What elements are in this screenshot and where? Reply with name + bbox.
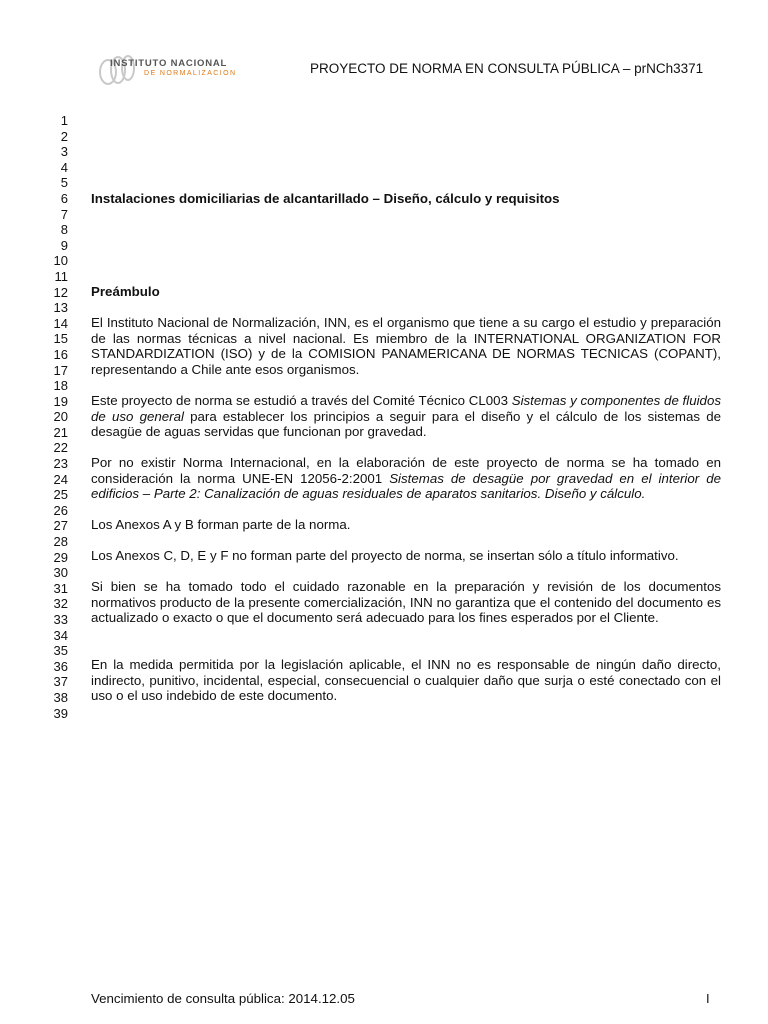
line-number: 10: [53, 253, 68, 269]
line-number: 30: [53, 565, 68, 581]
line-number: 7: [60, 206, 68, 222]
line-number: 20: [53, 409, 68, 425]
line-number: 26: [53, 502, 68, 518]
line-number: 38: [53, 689, 68, 705]
line-number: 21: [53, 424, 68, 440]
footer-expiry: Vencimiento de consulta pública: 2014.12.05: [91, 991, 355, 1006]
line-number: 28: [53, 534, 68, 550]
line-number: 5: [60, 175, 68, 191]
page-header-title: PROYECTO DE NORMA EN CONSULTA PÚBLICA – prNCh3371: [310, 61, 704, 76]
line-number: 3: [60, 144, 68, 160]
line-number: 25: [53, 487, 68, 503]
line-number: 12: [53, 284, 68, 300]
paragraph-reference-text: Por no existir Norma Internacional, en la elaboración de este proyecto de norma se ha tomado en consideración la norma UNE-EN 12056-2:2001: [91, 455, 721, 486]
paragraph-inn: El Instituto Nacional de Normalización, INN, es el organismo que tiene a su cargo el estudio y preparación de las normas técnicas a nivel nacional. Es miembro de la INTERNATIONAL ORGANIZATION FOR STANDARDIZATION (ISO) y de la COMISION PANAMERICANA DE NORMAS TECNICAS (COPANT), representando a Chile ante esos organismos.: [91, 315, 721, 377]
inn-logo: [92, 52, 262, 92]
page-number: I: [706, 991, 710, 1006]
line-number: 23: [53, 456, 68, 472]
paragraph-reference-emphasis: Sistemas de desagüe por gravedad en el interior de edificios – Parte 2: Canalización de aguas residuales de aparatos sanitarios. Diseño y cálculo.: [91, 470, 721, 502]
line-number: 18: [53, 378, 68, 394]
line-number: 22: [53, 440, 68, 456]
line-number: 31: [53, 580, 68, 596]
line-number: 35: [53, 643, 68, 659]
preamble-heading: Preámbulo: [91, 284, 160, 299]
document-title: Instalaciones domiciliarias de alcantarillado – Diseño, cálculo y requisitos: [91, 191, 560, 206]
logo-text-line1: INSTITUTO NACIONAL: [110, 58, 228, 69]
line-number: 8: [60, 222, 68, 238]
paragraph-annexes-informative: Los Anexos C, D, E y F no forman parte del proyecto de norma, se insertan sólo a título informativo.: [91, 548, 679, 563]
line-number: 15: [53, 331, 68, 347]
line-number: 16: [53, 346, 68, 362]
paragraph-committee-emphasis: Sistemas y componentes de fluidos de uso general: [91, 393, 721, 424]
line-number: 2: [60, 128, 68, 144]
paragraph-reference: [91, 455, 721, 502]
paragraph-committee-text-b: para establecer los principios a seguir para el diseño y el cálculo de los sistemas de desagüe de aguas servidas que funcionan por gravedad.: [91, 408, 721, 440]
paragraph-annexes-normative: Los Anexos A y B forman parte de la norma.: [91, 517, 351, 532]
line-number: 1: [60, 113, 68, 128]
line-number: 17: [53, 362, 68, 378]
paragraph-liability: En la medida permitida por la legislación aplicable, el INN no es responsable de ningún daño directo, indirecto, punitivo, incidental, especial, consecuencial o cualquier daño que surja o esté conectado con el uso o el uso indebido de este documento.: [91, 657, 721, 704]
line-number: 36: [53, 658, 68, 674]
paragraph-disclaimer: Si bien se ha tomado todo el cuidado razonable en la preparación y revisión de los documentos normativos producto de la presente comercialización, INN no garantiza que el contenido del documento es actualizado o exacto o que el documento será adecuado para los fines esperados por el Cliente.: [91, 579, 721, 626]
line-number: 37: [53, 674, 68, 690]
line-number: 32: [53, 596, 68, 612]
line-number: 33: [53, 612, 68, 627]
line-number: 9: [60, 237, 68, 253]
paragraph-committee: [91, 393, 721, 440]
line-number: 13: [53, 300, 68, 316]
line-number: 34: [53, 627, 68, 643]
paragraph-committee-text-a: Este proyecto de norma se estudió a través del Comité Técnico CL003: [91, 393, 512, 408]
line-number: 27: [53, 518, 68, 534]
line-number: 6: [60, 190, 68, 206]
logo-text-line2: DE NORMALIZACION: [144, 70, 237, 77]
line-number: 19: [53, 393, 68, 409]
line-number: 24: [53, 471, 68, 487]
line-number: 4: [60, 159, 68, 175]
line-number-column: [44, 113, 68, 721]
line-number: 14: [53, 315, 68, 331]
line-number: 29: [53, 549, 68, 565]
line-number: 39: [53, 705, 68, 721]
line-number: 11: [54, 268, 68, 284]
